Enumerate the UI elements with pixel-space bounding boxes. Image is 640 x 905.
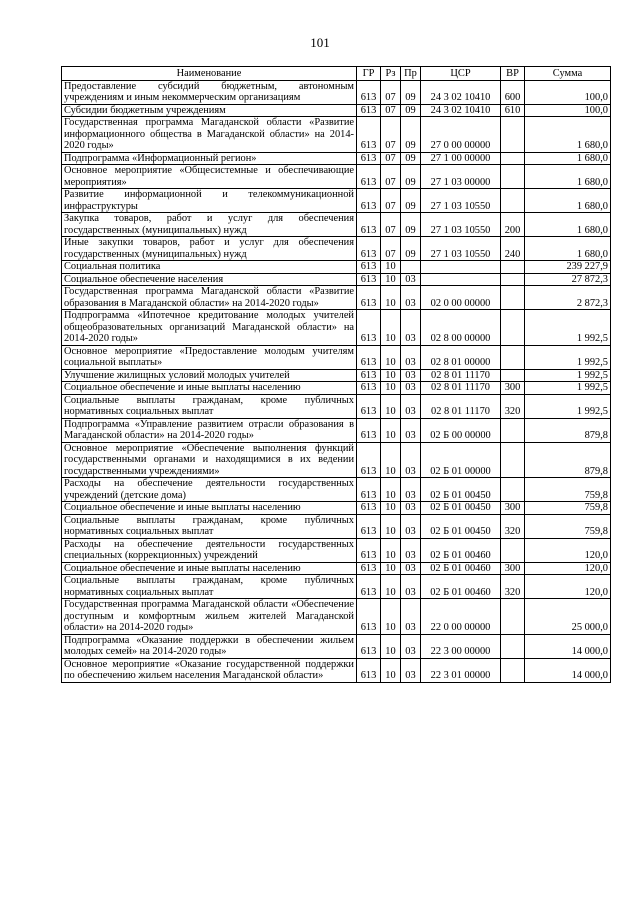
cell-name: Социальная политика — [62, 261, 357, 274]
cell-name: Иные закупки товаров, работ и услуг для обеспечения государственных (муниципальных) нужд — [62, 237, 357, 261]
cell-gr: 613 — [357, 261, 381, 274]
cell-name: Развитие информационной и телекоммуникационной инфраструктуры — [62, 189, 357, 213]
cell-sum: 1 680,0 — [525, 165, 611, 189]
cell-rz: 07 — [381, 213, 401, 237]
cell-pr: 03 — [401, 502, 421, 515]
cell-pr: 03 — [401, 369, 421, 382]
cell-csr: 02 8 01 11170 — [421, 394, 501, 418]
cell-gr: 613 — [357, 658, 381, 682]
cell-sum: 879,8 — [525, 442, 611, 478]
table-header-row — [62, 67, 611, 81]
cell-vr: 300 — [501, 562, 525, 575]
cell-gr: 613 — [357, 599, 381, 635]
cell-rz: 07 — [381, 189, 401, 213]
cell-rz: 10 — [381, 562, 401, 575]
table-row — [62, 273, 611, 286]
cell-name: Основное мероприятие «Обеспечение выполнения функций государственными органами и находящимися в их ведении государственными учреждениями» — [62, 442, 357, 478]
cell-sum: 1 680,0 — [525, 213, 611, 237]
column-header-name: Наименование — [62, 67, 357, 81]
cell-csr: 24 3 02 10410 — [421, 104, 501, 117]
cell-sum: 14 000,0 — [525, 634, 611, 658]
table-row — [62, 237, 611, 261]
cell-name: Подпрограмма «Управление развитием отрасли образования в Магаданской области» на 2014-2020 годы» — [62, 418, 357, 442]
cell-csr: 27 0 00 00000 — [421, 117, 501, 153]
cell-name: Социальное обеспечение населения — [62, 273, 357, 286]
cell-pr: 03 — [401, 562, 421, 575]
cell-pr: 03 — [401, 382, 421, 395]
cell-vr: 320 — [501, 575, 525, 599]
cell-sum: 100,0 — [525, 104, 611, 117]
cell-rz: 10 — [381, 394, 401, 418]
cell-rz: 10 — [381, 369, 401, 382]
cell-sum: 1 992,5 — [525, 310, 611, 346]
cell-gr: 613 — [357, 394, 381, 418]
cell-csr: 02 Б 00 00000 — [421, 418, 501, 442]
cell-vr: 200 — [501, 213, 525, 237]
cell-rz: 07 — [381, 117, 401, 153]
cell-csr: 22 0 00 00000 — [421, 599, 501, 635]
cell-pr: 03 — [401, 273, 421, 286]
cell-vr — [501, 286, 525, 310]
cell-name: Расходы на обеспечение деятельности государственных специальных (коррекционных) учреждений — [62, 538, 357, 562]
cell-gr: 613 — [357, 273, 381, 286]
cell-vr — [501, 189, 525, 213]
cell-vr: 320 — [501, 514, 525, 538]
table-body — [62, 80, 611, 682]
column-header-rz: Рз — [381, 67, 401, 81]
cell-sum: 1 680,0 — [525, 152, 611, 165]
cell-pr: 09 — [401, 117, 421, 153]
cell-name: Социальные выплаты гражданам, кроме публичных нормативных социальных выплат — [62, 394, 357, 418]
cell-pr: 03 — [401, 418, 421, 442]
cell-sum: 120,0 — [525, 562, 611, 575]
table-row — [62, 502, 611, 515]
cell-sum: 1 992,5 — [525, 382, 611, 395]
table-row — [62, 634, 611, 658]
cell-pr: 09 — [401, 104, 421, 117]
cell-gr: 613 — [357, 165, 381, 189]
cell-rz: 07 — [381, 152, 401, 165]
cell-rz: 10 — [381, 599, 401, 635]
cell-name: Подпрограмма «Информационный регион» — [62, 152, 357, 165]
cell-csr: 02 Б 01 00000 — [421, 442, 501, 478]
cell-gr: 613 — [357, 237, 381, 261]
cell-pr: 03 — [401, 575, 421, 599]
cell-rz: 10 — [381, 502, 401, 515]
cell-sum: 879,8 — [525, 418, 611, 442]
table-row — [62, 599, 611, 635]
table-row — [62, 152, 611, 165]
cell-sum: 120,0 — [525, 538, 611, 562]
cell-vr: 320 — [501, 394, 525, 418]
table-row — [62, 394, 611, 418]
cell-rz: 10 — [381, 634, 401, 658]
cell-pr: 03 — [401, 514, 421, 538]
cell-name: Основное мероприятие «Оказание государственной поддержки по обеспечению жильем населения Магаданской области» — [62, 658, 357, 682]
cell-pr: 03 — [401, 286, 421, 310]
table-row — [62, 310, 611, 346]
cell-name: Расходы на обеспечение деятельности государственных учреждений (детские дома) — [62, 478, 357, 502]
cell-vr — [501, 442, 525, 478]
cell-sum: 759,8 — [525, 478, 611, 502]
cell-sum: 120,0 — [525, 575, 611, 599]
table-row — [62, 165, 611, 189]
table-row — [62, 117, 611, 153]
page-number: 101 — [310, 35, 330, 50]
cell-vr — [501, 165, 525, 189]
cell-rz: 07 — [381, 80, 401, 104]
cell-csr: 02 8 01 00000 — [421, 345, 501, 369]
cell-vr: 610 — [501, 104, 525, 117]
cell-pr: 03 — [401, 310, 421, 346]
cell-gr: 613 — [357, 562, 381, 575]
cell-csr — [421, 273, 501, 286]
cell-vr — [501, 369, 525, 382]
cell-vr — [501, 478, 525, 502]
cell-rz: 10 — [381, 382, 401, 395]
cell-gr: 613 — [357, 634, 381, 658]
cell-rz: 10 — [381, 286, 401, 310]
cell-gr: 613 — [357, 382, 381, 395]
cell-sum: 14 000,0 — [525, 658, 611, 682]
cell-gr: 613 — [357, 514, 381, 538]
cell-vr — [501, 117, 525, 153]
cell-vr — [501, 538, 525, 562]
table-row — [62, 382, 611, 395]
table-row — [62, 575, 611, 599]
table-row — [62, 538, 611, 562]
table-row — [62, 189, 611, 213]
cell-pr: 03 — [401, 442, 421, 478]
cell-rz: 10 — [381, 345, 401, 369]
cell-vr — [501, 418, 525, 442]
cell-csr: 02 8 00 00000 — [421, 310, 501, 346]
cell-sum: 100,0 — [525, 80, 611, 104]
cell-sum: 25 000,0 — [525, 599, 611, 635]
cell-rz: 10 — [381, 310, 401, 346]
cell-vr: 300 — [501, 382, 525, 395]
cell-name: Закупка товаров, работ и услуг для обеспечения государственных (муниципальных) нужд — [62, 213, 357, 237]
cell-name: Улучшение жилищных условий молодых учителей — [62, 369, 357, 382]
cell-gr: 613 — [357, 418, 381, 442]
cell-name: Социальное обеспечение и иные выплаты населению — [62, 382, 357, 395]
cell-csr: 02 0 00 00000 — [421, 286, 501, 310]
cell-vr — [501, 261, 525, 274]
cell-pr: 03 — [401, 478, 421, 502]
cell-csr — [421, 261, 501, 274]
column-header-sum: Сумма — [525, 67, 611, 81]
table-row — [62, 261, 611, 274]
cell-csr: 02 8 01 11170 — [421, 382, 501, 395]
cell-rz: 10 — [381, 575, 401, 599]
cell-name: Государственная программа Магаданской области «Обеспечение доступным и комфортным жильем жителей Магаданской области» на 2014-2020 годы» — [62, 599, 357, 635]
column-header-csr: ЦСР — [421, 67, 501, 81]
cell-pr: 09 — [401, 165, 421, 189]
cell-rz: 10 — [381, 273, 401, 286]
cell-csr: 02 Б 01 00460 — [421, 562, 501, 575]
cell-name: Подпрограмма «Ипотечное кредитование молодых учителей общеобразовательных организаций Магаданской области» на 2014-2020 годы» — [62, 310, 357, 346]
cell-gr: 613 — [357, 213, 381, 237]
cell-gr: 613 — [357, 575, 381, 599]
cell-rz: 07 — [381, 104, 401, 117]
cell-rz: 10 — [381, 514, 401, 538]
cell-name: Предоставление субсидий бюджетным, автономным учреждениям и иным некоммерческим организациям — [62, 80, 357, 104]
cell-vr — [501, 658, 525, 682]
cell-gr: 613 — [357, 538, 381, 562]
cell-name: Основное мероприятие «Общесистемные и обеспечивающие мероприятия» — [62, 165, 357, 189]
cell-csr: 02 Б 01 00460 — [421, 575, 501, 599]
cell-csr: 02 Б 01 00450 — [421, 514, 501, 538]
cell-name: Социальные выплаты гражданам, кроме публичных нормативных социальных выплат — [62, 514, 357, 538]
table-row — [62, 658, 611, 682]
cell-rz: 07 — [381, 237, 401, 261]
table-row — [62, 345, 611, 369]
cell-name: Социальные выплаты гражданам, кроме публичных нормативных социальных выплат — [62, 575, 357, 599]
cell-name: Основное мероприятие «Предоставление молодым учителям социальной выплаты» — [62, 345, 357, 369]
cell-name: Государственная программа Магаданской области «Развитие образования в Магаданской области» на 2014-2020 годы» — [62, 286, 357, 310]
cell-pr: 09 — [401, 152, 421, 165]
cell-csr: 02 Б 01 00460 — [421, 538, 501, 562]
cell-csr: 27 1 00 00000 — [421, 152, 501, 165]
cell-vr — [501, 273, 525, 286]
column-header-vr: ВР — [501, 67, 525, 81]
cell-sum: 2 872,3 — [525, 286, 611, 310]
cell-gr: 613 — [357, 442, 381, 478]
cell-sum: 1 992,5 — [525, 394, 611, 418]
cell-sum: 1 680,0 — [525, 189, 611, 213]
cell-gr: 613 — [357, 152, 381, 165]
cell-sum: 1 992,5 — [525, 369, 611, 382]
cell-pr: 09 — [401, 237, 421, 261]
cell-vr: 300 — [501, 502, 525, 515]
table-row — [62, 478, 611, 502]
cell-pr: 09 — [401, 80, 421, 104]
cell-gr: 613 — [357, 369, 381, 382]
table-row — [62, 213, 611, 237]
column-header-pr: Пр — [401, 67, 421, 81]
cell-csr: 02 Б 01 00450 — [421, 502, 501, 515]
cell-gr: 613 — [357, 478, 381, 502]
cell-rz: 10 — [381, 658, 401, 682]
cell-rz: 10 — [381, 478, 401, 502]
cell-pr: 03 — [401, 634, 421, 658]
cell-vr: 600 — [501, 80, 525, 104]
cell-rz: 10 — [381, 538, 401, 562]
cell-rz: 10 — [381, 261, 401, 274]
table-row — [62, 562, 611, 575]
cell-pr: 09 — [401, 189, 421, 213]
cell-pr: 03 — [401, 658, 421, 682]
budget-table — [61, 66, 611, 683]
cell-gr: 613 — [357, 286, 381, 310]
cell-sum: 1 992,5 — [525, 345, 611, 369]
cell-pr: 03 — [401, 538, 421, 562]
cell-csr: 02 8 01 11170 — [421, 369, 501, 382]
cell-csr: 27 1 03 10550 — [421, 213, 501, 237]
cell-gr: 613 — [357, 310, 381, 346]
cell-pr — [401, 261, 421, 274]
cell-gr: 613 — [357, 117, 381, 153]
cell-name: Подпрограмма «Оказание поддержки в обеспечении жильем молодых семей» на 2014-2020 годы» — [62, 634, 357, 658]
cell-vr — [501, 310, 525, 346]
cell-csr: 27 1 03 10550 — [421, 237, 501, 261]
cell-csr: 22 3 01 00000 — [421, 658, 501, 682]
column-header-gr: ГР — [357, 67, 381, 81]
table-row — [62, 418, 611, 442]
cell-pr: 09 — [401, 213, 421, 237]
cell-sum: 759,8 — [525, 502, 611, 515]
cell-gr: 613 — [357, 104, 381, 117]
cell-rz: 10 — [381, 442, 401, 478]
cell-csr: 27 1 03 10550 — [421, 189, 501, 213]
cell-vr — [501, 634, 525, 658]
cell-vr — [501, 345, 525, 369]
cell-gr: 613 — [357, 345, 381, 369]
cell-csr: 22 3 00 00000 — [421, 634, 501, 658]
cell-rz: 07 — [381, 165, 401, 189]
cell-vr: 240 — [501, 237, 525, 261]
cell-name: Социальное обеспечение и иные выплаты населению — [62, 502, 357, 515]
cell-sum: 239 227,9 — [525, 261, 611, 274]
table-row — [62, 104, 611, 117]
table-row — [62, 286, 611, 310]
cell-name: Субсидии бюджетным учреждениям — [62, 104, 357, 117]
cell-gr: 613 — [357, 80, 381, 104]
cell-gr: 613 — [357, 502, 381, 515]
table-row — [62, 514, 611, 538]
cell-vr — [501, 152, 525, 165]
cell-vr — [501, 599, 525, 635]
table-row — [62, 369, 611, 382]
cell-rz: 10 — [381, 418, 401, 442]
cell-sum: 1 680,0 — [525, 237, 611, 261]
cell-sum: 759,8 — [525, 514, 611, 538]
cell-gr: 613 — [357, 189, 381, 213]
table-row — [62, 80, 611, 104]
cell-sum: 1 680,0 — [525, 117, 611, 153]
cell-pr: 03 — [401, 599, 421, 635]
cell-pr: 03 — [401, 394, 421, 418]
table-row — [62, 442, 611, 478]
cell-csr: 02 Б 01 00450 — [421, 478, 501, 502]
cell-sum: 27 872,3 — [525, 273, 611, 286]
cell-pr: 03 — [401, 345, 421, 369]
cell-name: Социальное обеспечение и иные выплаты населению — [62, 562, 357, 575]
cell-csr: 27 1 03 00000 — [421, 165, 501, 189]
cell-name: Государственная программа Магаданской области «Развитие информационного общества в Магаданской области» на 2014-2020 годы» — [62, 117, 357, 153]
cell-csr: 24 3 02 10410 — [421, 80, 501, 104]
